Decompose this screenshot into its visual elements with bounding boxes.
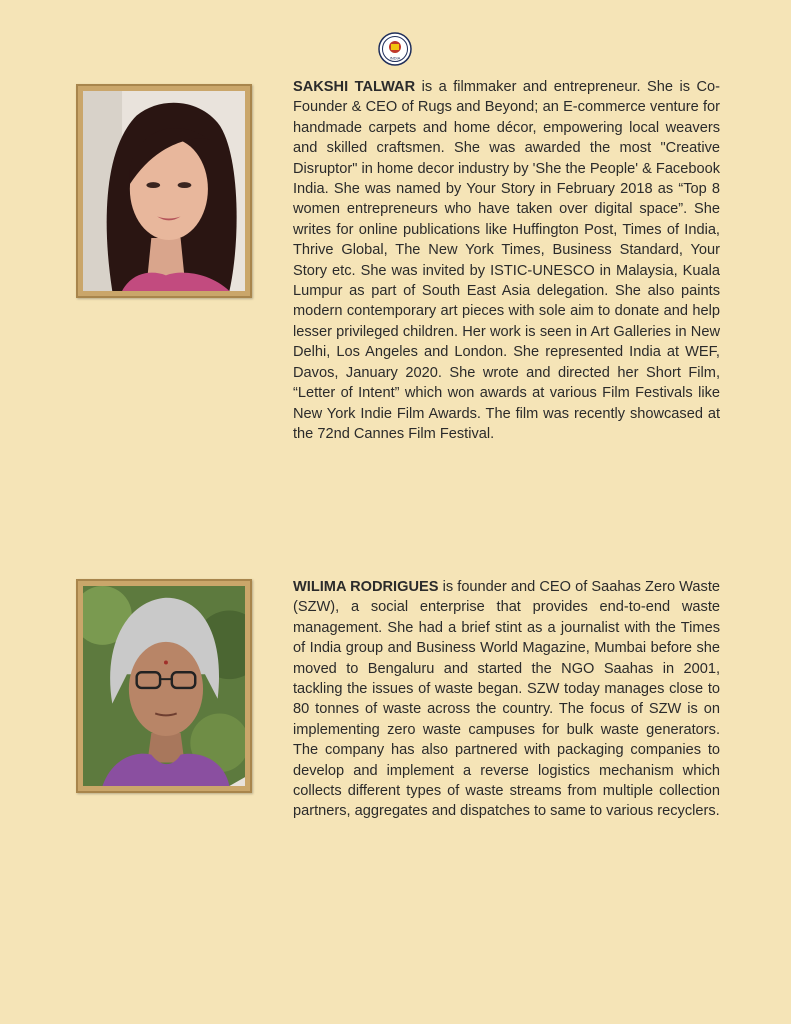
profile-bio-text: is a filmmaker and entrepreneur. She is Co-Founder & CEO of Rugs and Beyond; an E-commerce venture for handmade carpets and home décor, empowering local weavers and skilled craftsmen. She was awarded the most "Creative Disruptor" in home decor industry by 'She the People' & Facebook India. She was named by Your Story in February 2018 as “Top 8 women entrepreneurs who have taken over digital space”. She writes for online publications like Huffington Post, Times of India, Thrive Global, The New York Times, Business Standard, Your Story etc. She was invited by ISTIC-UNESCO in Malaysia, Kuala Lumpur as part of South East Asia delegation. She also paints modern contemporary art pieces with sole aim to donate and help lesser privileged children. Her work is seen in Art Galleries in New Delhi, Los Angeles and London. She represented India at WEF, Davos, January 2020. She wrote and directed her Short Film, “Letter of Intent” which won awards at various Film Festivals like New York Indie Film Awards. The film was recently showcased at the 72nd Cannes Film Festival. (293, 79, 720, 442)
logo-text: INDIA (389, 55, 401, 61)
profile-photo-sakshi (76, 84, 252, 298)
woman-portrait-photo (83, 91, 245, 291)
profile-bio-text: is founder and CEO of Saahas Zero Waste (SZW), a social enterprise that provides end-to-end waste management. She had a brief stint as a journalist with the Times of India group and Business World Magazine, Mumbai before she moved to Bengaluru and started the NGO Saahas in 2001, tackling the issues of waste began. SZW today manages close to 80 tonnes of waste across the country. The focus of SZW is on implementing zero waste campuses for bulk waste generators. The company has also partnered with packaging companies to develop and implement a reverse logistics mechanism which collects different types of waste streams from multiple collection partners, aggregates and dispatches to same to various recyclers. (293, 579, 721, 820)
bio-sakshi (293, 77, 720, 444)
profile-name: SAKSHI TALWAR (293, 79, 416, 95)
profile-name: WILIMA RODRIGUES (293, 579, 439, 595)
profile-photo-wilima (76, 579, 252, 793)
emblem-seal-icon (378, 32, 412, 66)
woman-portrait-photo (83, 586, 245, 786)
bio-wilima (293, 577, 720, 822)
